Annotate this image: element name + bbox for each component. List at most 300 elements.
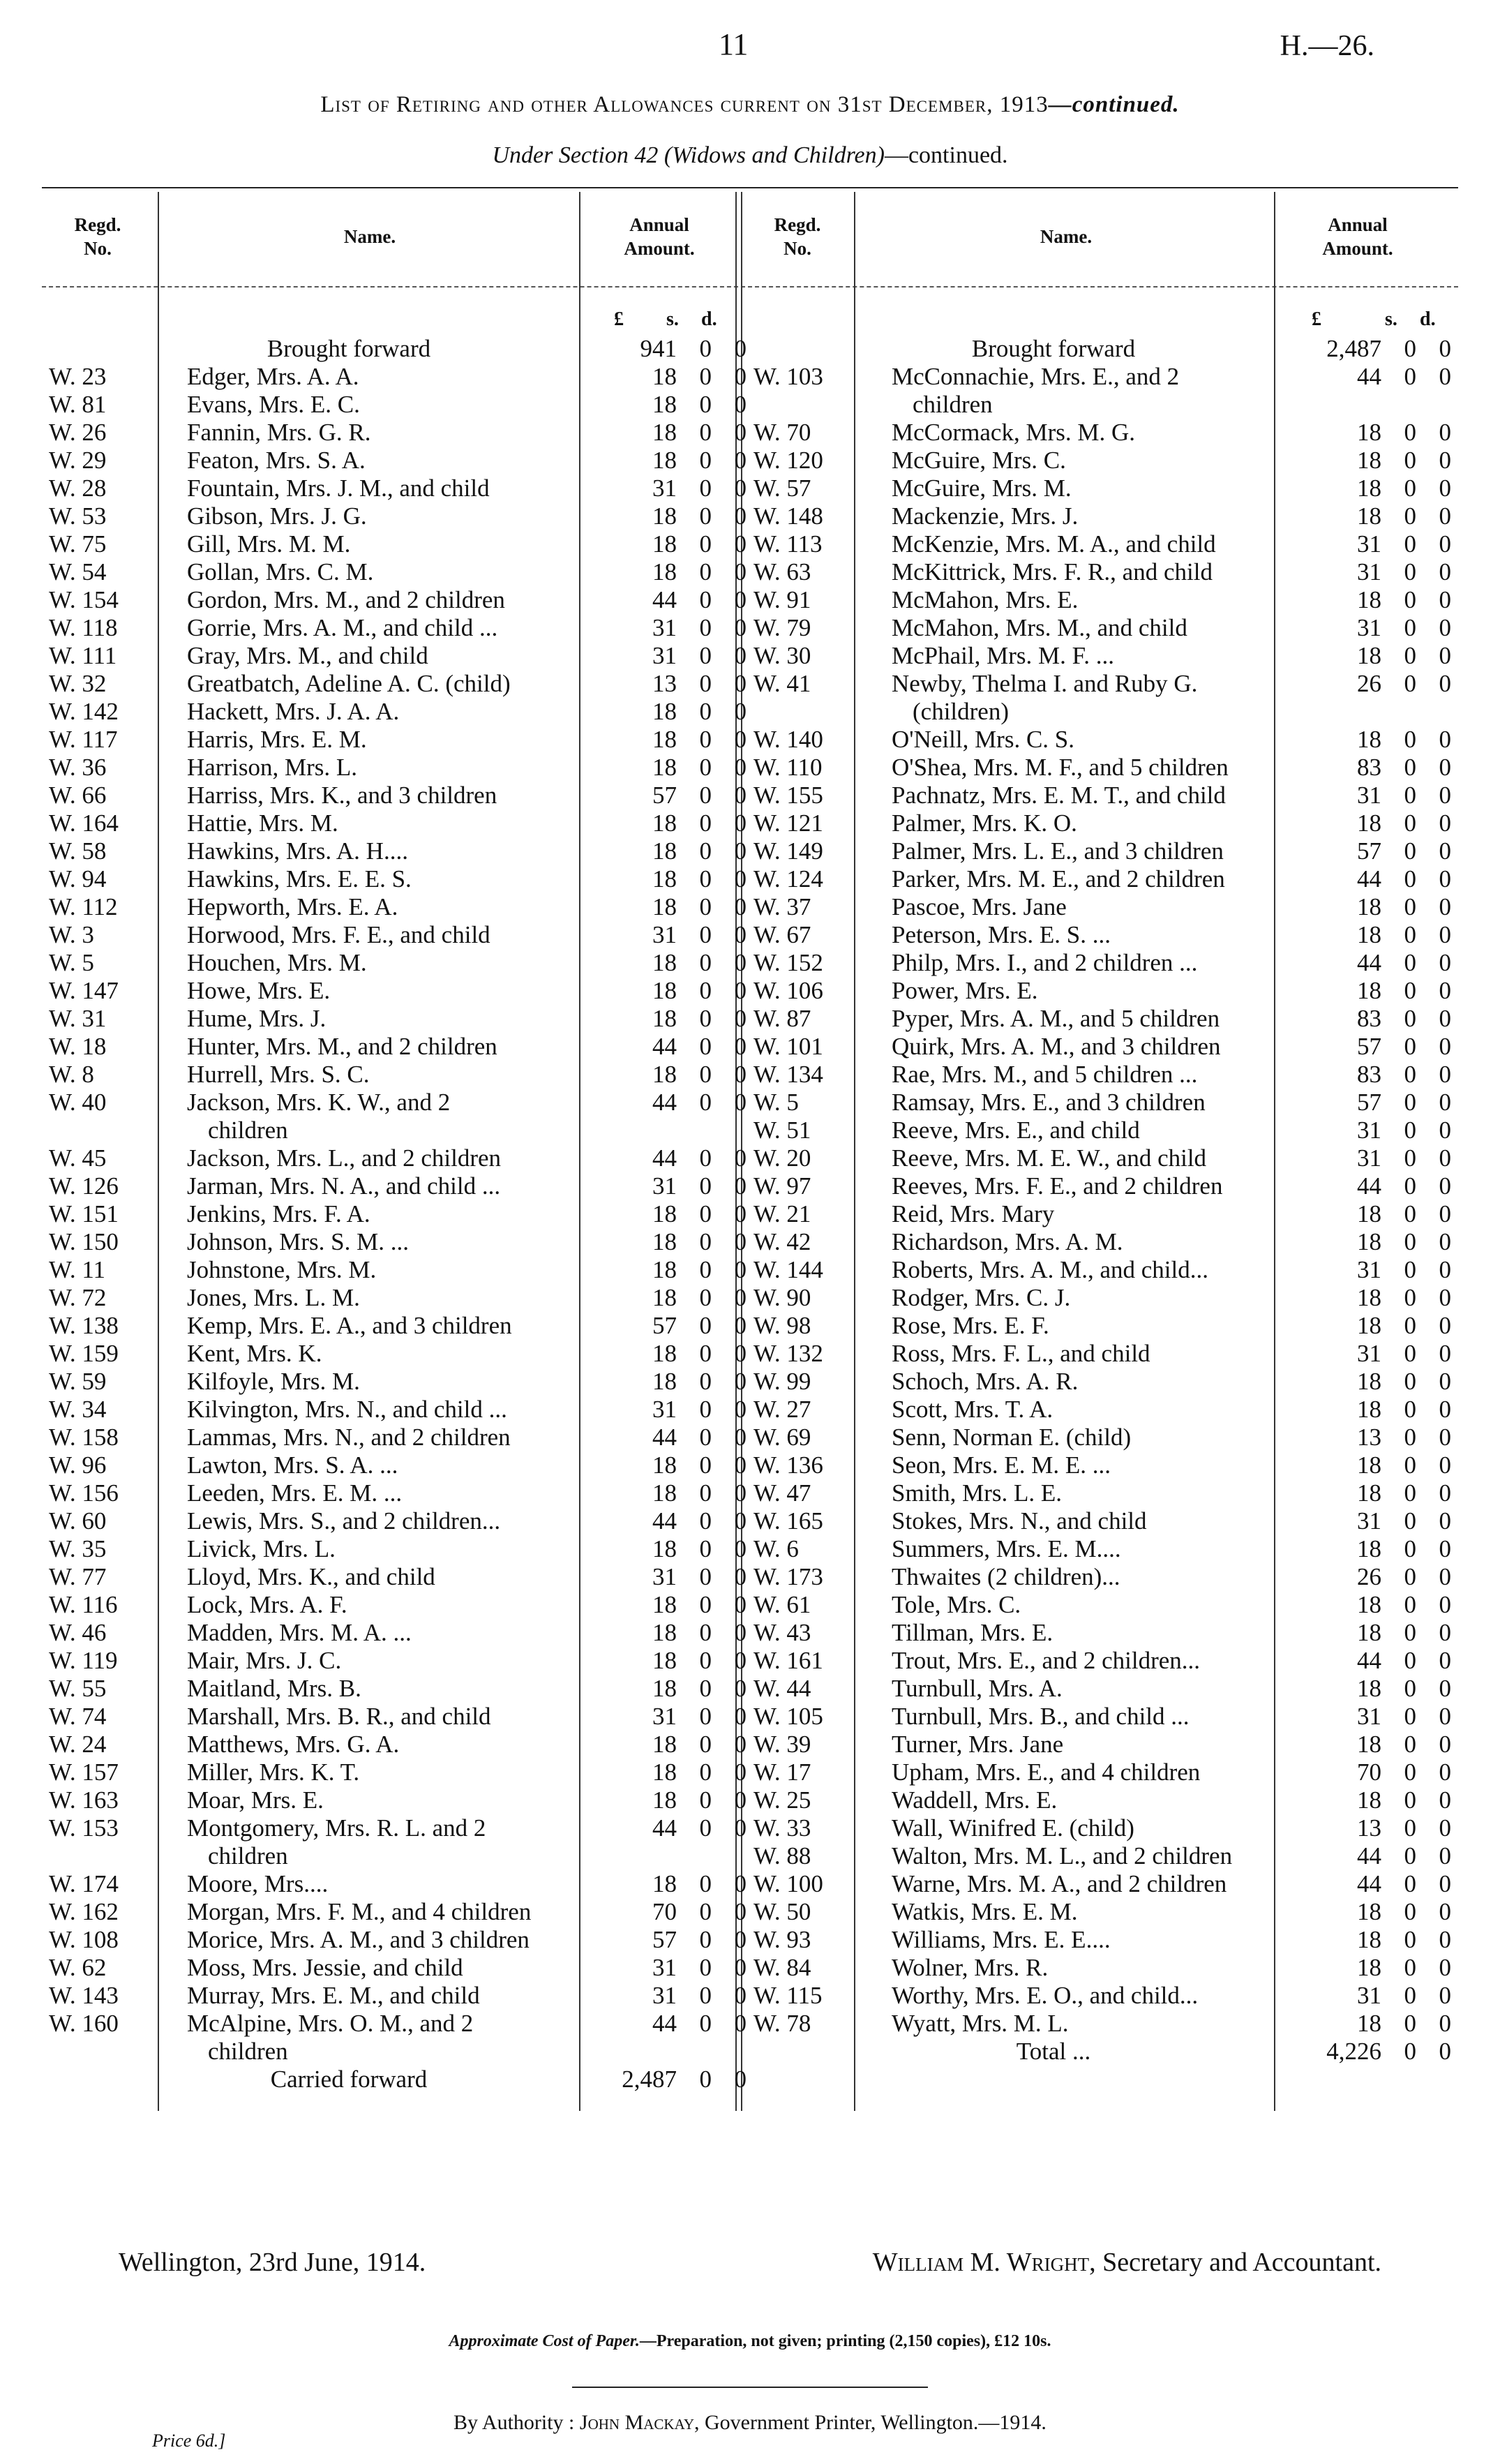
table-top-rule (42, 187, 1458, 188)
regd-no: W. 45 (49, 1144, 107, 1172)
regd-no: W. 78 (753, 2010, 811, 2037)
amount-pounds: 31 (1357, 614, 1381, 641)
amount-pence: 0 (734, 1954, 747, 1981)
page-subtitle (0, 142, 1500, 169)
recipient-name: Houchen, Mrs. M. (187, 949, 367, 976)
amount-pounds: 18 (652, 1061, 677, 1088)
amount-shillings: 0 (1404, 475, 1416, 502)
amount-pence: 0 (734, 1479, 747, 1507)
amount-pence: 0 (734, 1898, 747, 1925)
regd-no: W. 57 (753, 475, 811, 502)
amount-pence: 0 (1439, 1842, 1451, 1869)
amount-pence: 0 (1439, 726, 1451, 753)
recipient-name: Harrison, Mrs. L. (187, 754, 357, 781)
amount-pence: 0 (734, 1172, 747, 1200)
amount-pence: 0 (734, 1424, 747, 1451)
recipient-name: McKittrick, Mrs. F. R., and child (892, 558, 1213, 585)
amount-pence: 0 (1439, 2010, 1451, 2037)
amount-shillings: 0 (699, 1144, 712, 1172)
recipient-name: Palmer, Mrs. K. O. (892, 809, 1077, 837)
regd-no: W. 138 (49, 1312, 119, 1339)
recipient-name: Waddell, Mrs. E. (892, 1786, 1058, 1814)
amount-pounds: 44 (1357, 1870, 1381, 1897)
amount-shillings: 0 (1404, 586, 1416, 613)
amount-pounds: 18 (652, 1228, 677, 1255)
amount-pence: 0 (734, 2066, 747, 2093)
brought-forward-label: Brought forward (267, 335, 431, 362)
regd-no: W. 119 (49, 1647, 118, 1674)
amount-shillings: 0 (699, 419, 712, 446)
recipient-name: Kent, Mrs. K. (187, 1340, 322, 1367)
amount-pounds: 57 (652, 1926, 677, 1953)
amount-shillings: 0 (699, 1228, 712, 1255)
recipient-name: Smith, Mrs. L. E. (892, 1479, 1063, 1507)
amount-shillings: 0 (699, 1507, 712, 1535)
amount-pounds: 31 (652, 1703, 677, 1730)
amount-pence: 0 (734, 530, 747, 558)
amount-pence: 0 (734, 1647, 747, 1674)
amount-pounds: 18 (652, 726, 677, 753)
regd-no: W. 118 (49, 614, 118, 641)
amount-shillings: 0 (699, 1591, 712, 1618)
amount-shillings: 0 (699, 1284, 712, 1311)
amount-pounds: 18 (1357, 1675, 1381, 1702)
recipient-name: Madden, Mrs. M. A. ... (187, 1619, 412, 1646)
amount-pence: 0 (734, 782, 747, 809)
amount-shillings: 0 (1404, 419, 1416, 446)
amount-pounds: 18 (1357, 419, 1381, 446)
amount-pounds: 18 (1357, 1396, 1381, 1423)
recipient-name: Turnbull, Mrs. B., and child ... (892, 1703, 1190, 1730)
subtitle-main: Under Section 42 (Widows and Children) (492, 142, 885, 168)
amount-shillings: 0 (1404, 1117, 1416, 1144)
amount-shillings: 0 (1404, 1424, 1416, 1451)
amount-pence: 0 (734, 614, 747, 641)
amount-pence: 0 (734, 2010, 747, 2037)
amount-pounds: 18 (1357, 726, 1381, 753)
recipient-name: McMahon, Mrs. M., and child (892, 614, 1187, 641)
recipient-name: Harriss, Mrs. K., and 3 children (187, 782, 497, 809)
amount-shillings: 0 (1404, 726, 1416, 753)
recipient-name: Roberts, Mrs. A. M., and child... (892, 1256, 1209, 1283)
recipient-name: Reid, Mrs. Mary (892, 1200, 1055, 1227)
amount-pounds: 18 (1357, 1479, 1381, 1507)
amount-pence: 0 (1439, 1340, 1451, 1367)
recipient-name: Wall, Winifred E. (child) (892, 1814, 1134, 1842)
amount-pounds: 18 (1357, 921, 1381, 948)
amount-pounds: 44 (1357, 949, 1381, 976)
regd-no: W. 62 (49, 1954, 107, 1981)
printer-name: John Mackay (579, 2411, 694, 2434)
total-label: Total ... (1016, 2038, 1091, 2065)
regd-no: W. 111 (49, 642, 117, 669)
regd-no: W. 157 (49, 1759, 119, 1786)
amount-shillings: 0 (1404, 1033, 1416, 1060)
header-amount: Amount. (624, 238, 695, 259)
amount-pounds: 18 (1357, 586, 1381, 613)
amount-pounds: 18 (652, 419, 677, 446)
amount-shillings: 0 (1404, 1982, 1416, 2009)
amount-pounds: 57 (1357, 837, 1381, 865)
amount-shillings: 0 (1404, 1396, 1416, 1423)
amount-pounds: 57 (652, 1312, 677, 1339)
amount-pence: 0 (1439, 447, 1451, 474)
amount-pounds: 18 (652, 977, 677, 1004)
regd-no: W. 24 (49, 1731, 107, 1758)
recipient-name: Livick, Mrs. L. (187, 1535, 336, 1562)
amount-pence: 0 (734, 754, 747, 781)
amount-pounds: 18 (1357, 1451, 1381, 1479)
recipient-name: Walton, Mrs. M. L., and 2 children (892, 1842, 1233, 1869)
amount-pounds: 31 (652, 1396, 677, 1423)
amount-shillings: 0 (699, 1089, 712, 1116)
header-regd: Regd. (774, 214, 821, 235)
amount-pounds: 31 (1357, 530, 1381, 558)
cost-note (0, 2332, 1500, 2351)
subtitle-tail: —continued. (884, 142, 1008, 168)
amount-shillings: 0 (699, 1368, 712, 1395)
amount-shillings: 0 (1404, 1451, 1416, 1479)
signer-name: William M. Wright (872, 2248, 1090, 2277)
recipient-name: Gray, Mrs. M., and child (187, 642, 428, 669)
regd-no: W. 94 (49, 865, 107, 893)
amount-pounds: 70 (652, 1898, 677, 1925)
amount-shillings: 0 (1404, 837, 1416, 865)
amount-shillings: 0 (699, 1005, 712, 1032)
amount-pence: 0 (1439, 642, 1451, 669)
amount-shillings: 0 (699, 391, 712, 418)
amount-pence: 0 (1439, 335, 1451, 362)
amount-pence: 0 (734, 419, 747, 446)
regd-no: W. 5 (753, 1089, 799, 1116)
regd-no: W. 46 (49, 1619, 107, 1646)
recipient-name: Kemp, Mrs. E. A., and 3 children (187, 1312, 512, 1339)
amount-pounds: 83 (1357, 754, 1381, 781)
amount-shillings: 0 (699, 865, 712, 893)
amount-pounds: 18 (652, 1340, 677, 1367)
amount-pence: 0 (734, 1340, 747, 1367)
amount-pence: 0 (1439, 1061, 1451, 1088)
regd-no: W. 74 (49, 1703, 107, 1730)
recipient-name: Kilfoyle, Mrs. M. (187, 1368, 360, 1395)
regd-no: W. 18 (49, 1033, 107, 1060)
amount-pounds: 18 (1357, 1284, 1381, 1311)
recipient-name: Montgomery, Mrs. R. L. and 2 (187, 1814, 486, 1842)
regd-no: W. 147 (49, 977, 119, 1004)
regd-no: W. 88 (753, 1842, 811, 1869)
amount-pounds: 18 (652, 1786, 677, 1814)
amount-shillings: 0 (699, 2010, 712, 2037)
amount-pounds: 70 (1357, 1759, 1381, 1786)
amount-shillings: 0 (699, 502, 712, 530)
recipient-name: McMahon, Mrs. E. (892, 586, 1079, 613)
amount-pounds: 18 (652, 530, 677, 558)
regd-no: W. 40 (49, 1089, 107, 1116)
amount-pence: 0 (734, 1759, 747, 1786)
amount-pence: 0 (1439, 1396, 1451, 1423)
amount-pence: 0 (734, 1228, 747, 1255)
amount-pounds: 18 (652, 391, 677, 418)
left-header-amount (586, 213, 733, 260)
recipient-name: Kilvington, Mrs. N., and child ... (187, 1396, 507, 1423)
recipient-name: Pachnatz, Mrs. E. M. T., and child (892, 782, 1226, 809)
recipient-name-continued: (children) (913, 698, 1009, 725)
amount-pence: 0 (1439, 1368, 1451, 1395)
recipient-name: Moar, Mrs. E. (187, 1786, 324, 1814)
amount-pounds: 31 (652, 642, 677, 669)
amount-shillings: 0 (699, 893, 712, 920)
regd-no: W. 43 (753, 1619, 811, 1646)
regd-no: W. 34 (49, 1396, 107, 1423)
recipient-name: Ramsay, Mrs. E., and 3 children (892, 1089, 1206, 1116)
place-date: Wellington, 23rd June, 1914. (119, 2248, 426, 2277)
brought-forward-label: Brought forward (971, 335, 1136, 362)
recipient-name: Marshall, Mrs. B. R., and child (187, 1703, 491, 1730)
regd-no: W. 72 (49, 1284, 107, 1311)
amount-shillings: 0 (1404, 977, 1416, 1004)
amount-pounds: 18 (652, 558, 677, 585)
amount-pounds: 18 (652, 1284, 677, 1311)
amount-pounds: 18 (652, 893, 677, 920)
amount-shillings: 0 (1404, 1759, 1416, 1786)
recipient-name: Johnstone, Mrs. M. (187, 1256, 377, 1283)
recipient-name: Rae, Mrs. M., and 5 children ... (892, 1061, 1198, 1088)
recipient-name: Hattie, Mrs. M. (187, 809, 338, 837)
regd-no: W. 21 (753, 1200, 811, 1227)
amount-shillings: 0 (699, 782, 712, 809)
amount-pounds: 18 (1357, 642, 1381, 669)
amount-shillings: 0 (1404, 893, 1416, 920)
left-header-regd (45, 213, 150, 260)
regd-no: W. 103 (753, 363, 823, 390)
amount-shillings: 0 (1404, 614, 1416, 641)
amount-shillings: 0 (699, 1172, 712, 1200)
amount-pence: 0 (1439, 1507, 1451, 1535)
amount-shillings: 0 (1404, 670, 1416, 697)
regd-no: W. 161 (753, 1647, 823, 1674)
amount-pounds: 13 (652, 670, 677, 697)
amount-pence: 0 (1439, 1117, 1451, 1144)
regd-no: W. 149 (753, 837, 823, 865)
recipient-name: Power, Mrs. E. (892, 977, 1038, 1004)
recipient-name: Lloyd, Mrs. K., and child (187, 1563, 435, 1590)
amount-shillings: 0 (699, 614, 712, 641)
amount-pence: 0 (734, 1563, 747, 1590)
amount-pence: 0 (1439, 1033, 1451, 1060)
authority-suffix: , Government Printer, Wellington.—1914. (694, 2411, 1047, 2434)
amount-shillings: 0 (1404, 1675, 1416, 1702)
regd-no: W. 47 (753, 1479, 811, 1507)
regd-no: W. 153 (49, 1814, 119, 1842)
amount-pence: 0 (734, 1814, 747, 1842)
recipient-name-continued: children (208, 2038, 288, 2065)
regd-no: W. 110 (753, 754, 823, 781)
amount-shillings: 0 (1404, 949, 1416, 976)
amount-pounds: 18 (1357, 977, 1381, 1004)
amount-shillings: 0 (1404, 1284, 1416, 1311)
authority-prefix: By Authority : (453, 2411, 580, 2434)
recipient-name: Warne, Mrs. M. A., and 2 children (892, 1870, 1227, 1897)
amount-pounds: 44 (1357, 1842, 1381, 1869)
regd-no: W. 174 (49, 1870, 119, 1897)
amount-shillings: 0 (699, 447, 712, 474)
amount-pounds: 18 (652, 1675, 677, 1702)
regd-no: W. 69 (753, 1424, 811, 1451)
regd-no: W. 67 (753, 921, 811, 948)
amount-shillings: 0 (1404, 1256, 1416, 1283)
amount-pence: 0 (734, 977, 747, 1004)
amount-shillings: 0 (1404, 1619, 1416, 1646)
amount-shillings: 0 (699, 670, 712, 697)
recipient-name: Stokes, Mrs. N., and child (892, 1507, 1147, 1535)
amount-pence: 0 (1439, 1982, 1451, 2009)
recipient-name: Reeves, Mrs. F. E., and 2 children (892, 1172, 1223, 1200)
regd-no: W. 20 (753, 1144, 811, 1172)
recipient-name: Newby, Thelma I. and Ruby G. (892, 670, 1198, 697)
regd-no: W. 37 (753, 893, 811, 920)
recipient-name: Gollan, Mrs. C. M. (187, 558, 374, 585)
recipient-name: Jackson, Mrs. K. W., and 2 (187, 1089, 451, 1116)
amount-pounds: 18 (1357, 1786, 1381, 1814)
recipient-name: Matthews, Mrs. G. A. (187, 1731, 400, 1758)
amount-pence: 0 (1439, 1535, 1451, 1562)
amount-pence: 0 (734, 865, 747, 893)
amount-pence: 0 (1439, 865, 1451, 893)
recipient-name: Parker, Mrs. M. E., and 2 children (892, 865, 1225, 893)
amount-pence: 0 (1439, 1005, 1451, 1032)
amount-pounds: 83 (1357, 1005, 1381, 1032)
regd-no: W. 44 (753, 1675, 811, 1702)
recipient-name: Rose, Mrs. E. F. (892, 1312, 1049, 1339)
amount-pence: 0 (1439, 1089, 1451, 1116)
amount-pounds: 18 (652, 1647, 677, 1674)
recipient-name: Palmer, Mrs. L. E., and 3 children (892, 837, 1224, 865)
amount-pence: 0 (1439, 1647, 1451, 1674)
regd-no: W. 55 (49, 1675, 107, 1702)
right-unit-pence: d. (1420, 308, 1436, 330)
amount-shillings: 0 (699, 949, 712, 976)
amount-pounds: 18 (652, 502, 677, 530)
recipient-name: Hepworth, Mrs. E. A. (187, 893, 398, 920)
recipient-name: Featon, Mrs. S. A. (187, 447, 366, 474)
regd-no: W. 162 (49, 1898, 119, 1925)
regd-no: W. 96 (49, 1451, 107, 1479)
regd-no: W. 148 (753, 502, 823, 530)
regd-no: W. 126 (49, 1172, 119, 1200)
amount-pence: 0 (1439, 1172, 1451, 1200)
amount-shillings: 0 (1404, 530, 1416, 558)
amount-pence: 0 (734, 1005, 747, 1032)
regd-no: W. 42 (753, 1228, 811, 1255)
amount-shillings: 0 (1404, 809, 1416, 837)
amount-pounds: 18 (1357, 502, 1381, 530)
regd-no: W. 101 (753, 1033, 823, 1060)
amount-pence: 0 (1439, 1954, 1451, 1981)
amount-pence: 0 (734, 949, 747, 976)
amount-pence: 0 (1439, 1786, 1451, 1814)
regd-no: W. 159 (49, 1340, 119, 1367)
amount-pounds: 31 (1357, 1117, 1381, 1144)
left-unit-pence: d. (701, 308, 717, 330)
amount-shillings: 0 (699, 1786, 712, 1814)
amount-pence: 0 (734, 1591, 747, 1618)
amount-pence: 0 (1439, 921, 1451, 948)
recipient-name: McCormack, Mrs. M. G. (892, 419, 1135, 446)
amount-pounds: 44 (652, 586, 677, 613)
amount-pounds: 18 (1357, 1926, 1381, 1953)
amount-pounds: 18 (652, 1200, 677, 1227)
amount-pounds: 44 (652, 1507, 677, 1535)
amount-pence: 0 (734, 447, 747, 474)
recipient-name: Turnbull, Mrs. A. (892, 1675, 1063, 1702)
amount-pence: 0 (734, 893, 747, 920)
amount-shillings: 0 (699, 642, 712, 669)
amount-pounds: 18 (1357, 809, 1381, 837)
recipient-name: Pyper, Mrs. A. M., and 5 children (892, 1005, 1220, 1032)
amount-shillings: 0 (699, 1954, 712, 1981)
amount-pounds: 18 (652, 1535, 677, 1562)
amount-pence: 0 (1439, 558, 1451, 585)
header-annual: Annual (629, 214, 689, 235)
amount-pounds: 18 (652, 698, 677, 725)
right-header-name: Name. (1040, 226, 1093, 247)
recipient-name: Hawkins, Mrs. E. E. S. (187, 865, 412, 893)
amount-pounds: 18 (1357, 447, 1381, 474)
amount-shillings: 0 (699, 1814, 712, 1842)
amount-pence: 0 (734, 1451, 747, 1479)
recipient-name: Tillman, Mrs. E. (892, 1619, 1053, 1646)
amount-pence: 0 (734, 809, 747, 837)
regd-no: W. 99 (753, 1368, 811, 1395)
document-reference: H.—26. (1280, 30, 1374, 62)
amount-pence: 0 (1439, 1591, 1451, 1618)
amount-shillings: 0 (1404, 1926, 1416, 1953)
recipient-name: Lammas, Mrs. N., and 2 children (187, 1424, 511, 1451)
amount-shillings: 0 (1404, 2010, 1416, 2037)
amount-pounds: 18 (652, 363, 677, 390)
amount-pounds: 44 (1357, 865, 1381, 893)
amount-pence: 0 (734, 642, 747, 669)
recipient-name: Gordon, Mrs. M., and 2 children (187, 586, 505, 613)
regd-no: W. 156 (49, 1479, 119, 1507)
regd-no: W. 6 (753, 1535, 799, 1562)
amount-pence: 0 (1439, 1256, 1451, 1283)
recipient-name: Ross, Mrs. F. L., and child (892, 1340, 1150, 1367)
regd-no: W. 5 (49, 949, 94, 976)
amount-pounds: 31 (1357, 1256, 1381, 1283)
amount-pounds: 18 (652, 1256, 677, 1283)
amount-pounds: 18 (1357, 475, 1381, 502)
amount-pence: 0 (734, 1870, 747, 1897)
amount-pounds: 44 (1357, 1172, 1381, 1200)
amount-pence: 0 (734, 1284, 747, 1311)
amount-shillings: 0 (1404, 1061, 1416, 1088)
recipient-name: Howe, Mrs. E. (187, 977, 331, 1004)
amount-pounds: 57 (1357, 1033, 1381, 1060)
amount-shillings: 0 (699, 1535, 712, 1562)
amount-pence: 0 (1439, 670, 1451, 697)
amount-pounds: 18 (1357, 1591, 1381, 1618)
regd-no: W. 158 (49, 1424, 119, 1451)
amount-shillings: 0 (1404, 1954, 1416, 1981)
recipient-name: Mair, Mrs. J. C. (187, 1647, 342, 1674)
amount-pence: 0 (734, 1535, 747, 1562)
recipient-name: Hunter, Mrs. M., and 2 children (187, 1033, 497, 1060)
recipient-name: McKenzie, Mrs. M. A., and child (892, 530, 1216, 558)
recipient-name: Hawkins, Mrs. A. H.... (187, 837, 408, 865)
amount-pounds: 18 (652, 949, 677, 976)
recipient-name: Gorrie, Mrs. A. M., and child ... (187, 614, 498, 641)
